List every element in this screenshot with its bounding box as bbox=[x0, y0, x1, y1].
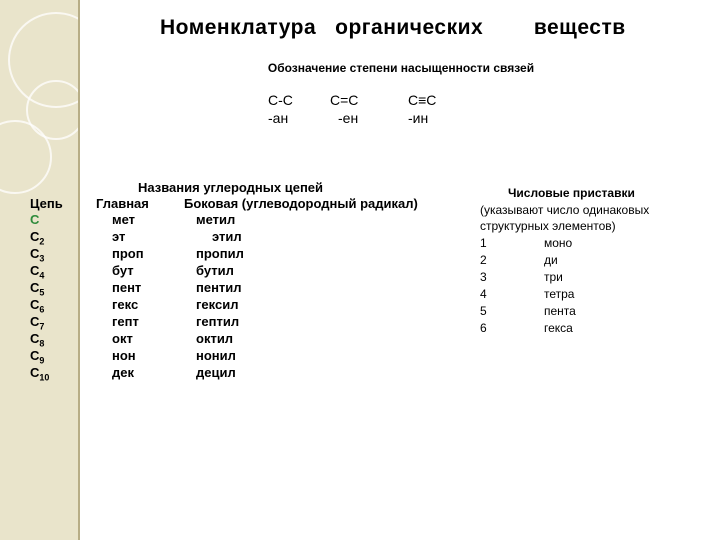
prefix-number: 5 bbox=[480, 304, 487, 318]
chain-formula: $C_6$ bbox=[30, 297, 45, 315]
prefix-word: ди bbox=[544, 253, 558, 267]
chain-main-name: гепт bbox=[112, 314, 139, 329]
chain-formula: $C_7$ bbox=[30, 314, 45, 332]
bond-triple: C≡C bbox=[408, 92, 437, 108]
chain-main-name: нон bbox=[112, 348, 136, 363]
prefix-word: тетра bbox=[544, 287, 575, 301]
prefix-number: 4 bbox=[480, 287, 487, 301]
chain-formula: $C_4$ bbox=[30, 263, 45, 281]
chain-main-name: гекс bbox=[112, 297, 139, 312]
band-divider bbox=[78, 0, 80, 540]
prefix-number: 6 bbox=[480, 321, 487, 335]
prefix-word: гекса bbox=[544, 321, 573, 335]
prefix-word: моно bbox=[544, 236, 573, 250]
chain-formula: $C_2$ bbox=[30, 229, 45, 247]
chain-main-name: мет bbox=[112, 212, 136, 227]
chain-radical-name: октил bbox=[196, 331, 234, 346]
prefix-number: 2 bbox=[480, 253, 487, 267]
chain-radical-name: пропил bbox=[196, 246, 244, 261]
chain-main-name: проп bbox=[112, 246, 144, 261]
prefixes-note: (указывают число одинаковых структурных элементов) bbox=[480, 203, 650, 233]
col-head-chain: Цепь bbox=[30, 196, 63, 211]
chain-formula: C bbox=[30, 212, 40, 227]
chain-main-name: окт bbox=[112, 331, 133, 346]
suffix-an: -ан bbox=[268, 110, 289, 126]
chain-formula: $C_{10}$ bbox=[30, 365, 50, 383]
prefix-word: три bbox=[544, 270, 563, 284]
prefix-word: пента bbox=[544, 304, 576, 318]
chain-main-name: эт bbox=[112, 229, 126, 244]
prefixes-heading: Числовые приставки bbox=[508, 186, 635, 200]
chain-formula: $C_5$ bbox=[30, 280, 45, 298]
col-head-side: Боковая (углеводородный радикал) bbox=[184, 196, 418, 211]
chain-radical-name: пентил bbox=[196, 280, 242, 295]
chain-main-name: пент bbox=[112, 280, 142, 295]
bond-single: C-C bbox=[268, 92, 293, 108]
chains-heading: Названия углеродных цепей bbox=[138, 180, 324, 195]
chain-radical-name: гексил bbox=[196, 297, 239, 312]
saturation-heading: Обозначение степени насыщенности связей bbox=[267, 61, 535, 75]
chain-formula: $C_8$ bbox=[30, 331, 45, 349]
prefix-number: 1 bbox=[480, 236, 487, 250]
chain-radical-name: децил bbox=[196, 365, 236, 380]
col-head-main: Главная bbox=[96, 196, 149, 211]
bond-double: C=C bbox=[330, 92, 359, 108]
chain-main-name: бут bbox=[112, 263, 134, 278]
chain-formula: $C_3$ bbox=[30, 246, 45, 264]
chain-radical-name: метил bbox=[196, 212, 236, 227]
chain-radical-name: бутил bbox=[196, 263, 234, 278]
chain-radical-name: гептил bbox=[196, 314, 240, 329]
slide-title: Номенклатура органических веществ bbox=[160, 16, 626, 39]
prefix-number: 3 bbox=[480, 270, 487, 284]
chain-radical-name: нонил bbox=[196, 348, 236, 363]
chain-radical-name: этил bbox=[212, 229, 242, 244]
suffix-en: -ен bbox=[338, 110, 359, 126]
chain-main-name: дек bbox=[112, 365, 134, 380]
suffix-in: -ин bbox=[408, 110, 429, 126]
chain-formula: $C_9$ bbox=[30, 348, 45, 366]
